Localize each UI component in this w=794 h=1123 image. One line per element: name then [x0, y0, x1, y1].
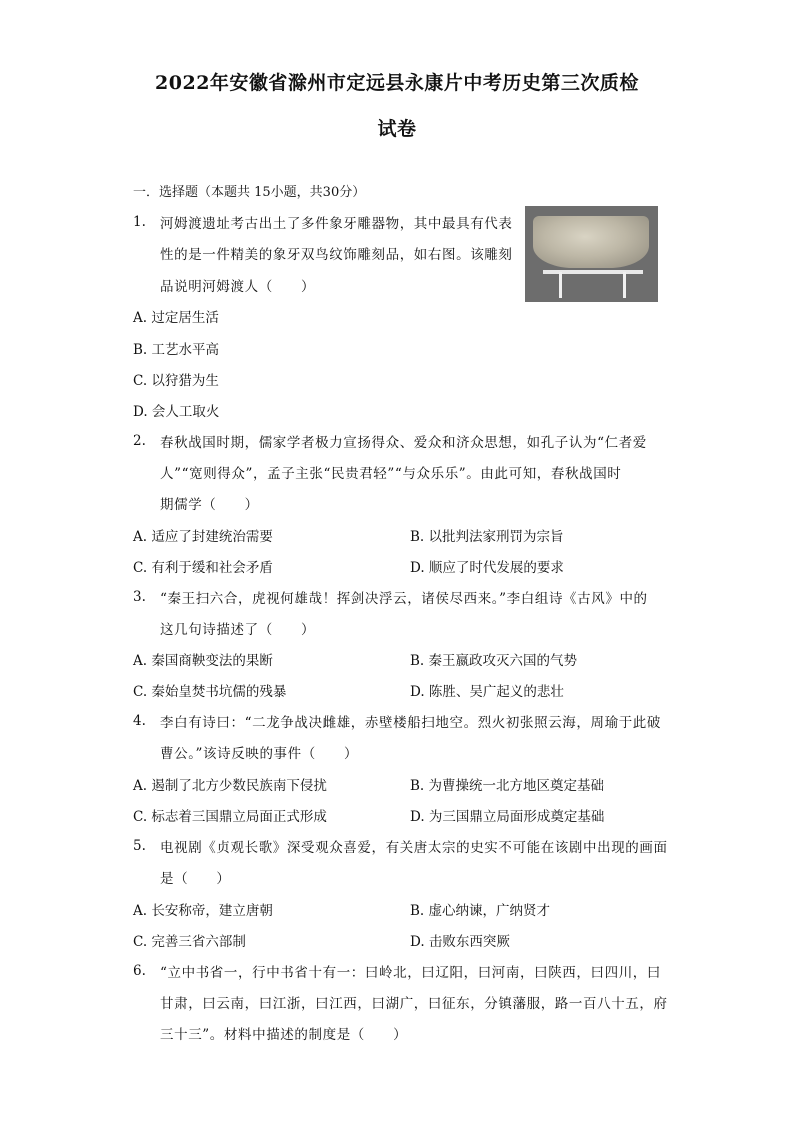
- question-text: 人”“宽则得众”，孟子主张“民贵君轻”“与众乐乐”。由此可知，春秋战国时: [160, 466, 622, 482]
- question-text: 期儒学（ ）: [160, 497, 259, 513]
- option-a: A. 长安称帝，建立唐朝: [133, 903, 273, 919]
- question-text: 品说明河姆渡人（ ）: [160, 279, 316, 295]
- option-c: C. 标志着三国鼎立局面正式形成: [133, 809, 327, 825]
- section-heading: 一．选择题（本题共 15小题，共30分）: [133, 185, 366, 200]
- option-c: C. 以狩猎为生: [133, 373, 219, 389]
- option-b: B. 为曹操统一北方地区奠定基础: [410, 778, 605, 794]
- option-a: A. 秦国商鞅变法的果断: [133, 653, 273, 669]
- question-number: 6.: [133, 963, 146, 979]
- ivory-carving-image: [525, 206, 658, 302]
- question-text: 性的是一件精美的象牙双鸟纹饰雕刻品，如右图。该雕刻: [160, 247, 513, 263]
- question-number: 5.: [133, 838, 146, 854]
- question-text: 曹公。”该诗反映的事件（ ）: [160, 746, 359, 762]
- option-c: C. 有利于缓和社会矛盾: [133, 560, 273, 576]
- option-b: B. 以批判法家刑罚为宗旨: [410, 529, 564, 545]
- question-text: 是（ ）: [160, 871, 231, 887]
- option-b: B. 秦王嬴政攻灭六国的气势: [410, 653, 578, 669]
- option-b: B. 虚心纳谏，广纳贤才: [410, 903, 551, 919]
- option-d: D. 陈胜、吴广起义的悲壮: [410, 684, 564, 700]
- question-text: 电视剧《贞观长歌》深受观众喜爱，有关唐太宗的史实不可能在该剧中出现的画面: [160, 840, 668, 856]
- question-number: 2.: [133, 433, 146, 449]
- option-d: D. 会人工取火: [133, 404, 220, 420]
- page-title: 2022年安徽省滁州市定远县永康片中考历史第三次质检: [155, 72, 639, 94]
- question-text: 河姆渡遗址考古出土了多件象牙雕器物，其中最具有代表: [160, 216, 513, 232]
- question-text: 李白有诗曰：“二龙争战决雌雄，赤壁楼船扫地空。烈火初张照云海，周瑜于此破: [160, 715, 662, 731]
- page-title-continued: 试卷: [377, 118, 417, 140]
- question-number: 4.: [133, 713, 146, 729]
- option-a: A. 适应了封建统治需要: [133, 529, 273, 545]
- option-a: A. 过定居生活: [133, 310, 219, 326]
- question-number: 3.: [133, 589, 146, 605]
- option-b: B. 工艺水平高: [133, 342, 220, 358]
- option-d: D. 为三国鼎立局面形成奠定基础: [410, 809, 605, 825]
- option-d: D. 顺应了时代发展的要求: [410, 560, 564, 576]
- option-c: C. 秦始皇焚书坑儒的残暴: [133, 684, 287, 700]
- question-number: 1.: [133, 214, 146, 230]
- question-text: “立中书省一，行中书省十有一：曰岭北，曰辽阳，曰河南，曰陕西，曰四川，曰: [160, 965, 662, 981]
- option-a: A. 遏制了北方少数民族南下侵扰: [133, 778, 327, 794]
- question-text: 三十三”。材料中描述的制度是（ ）: [160, 1027, 408, 1043]
- option-c: C. 完善三省六部制: [133, 934, 246, 950]
- option-d: D. 击败东西突厥: [410, 934, 510, 950]
- question-text: 这几句诗描述了（ ）: [160, 622, 316, 638]
- question-text: “秦王扫六合，虎视何雄哉！挥剑决浮云，诸侯尽西来。”李白组诗《古风》中的: [160, 591, 648, 607]
- question-text: 春秋战国时期，儒家学者极力宣扬得众、爱众和济众思想，如孔子认为“仁者爱: [160, 435, 647, 451]
- question-text: 甘肃，曰云南，曰江浙，曰江西，曰湖广，曰征东，分镇藩服，路一百八十五，府: [160, 996, 668, 1012]
